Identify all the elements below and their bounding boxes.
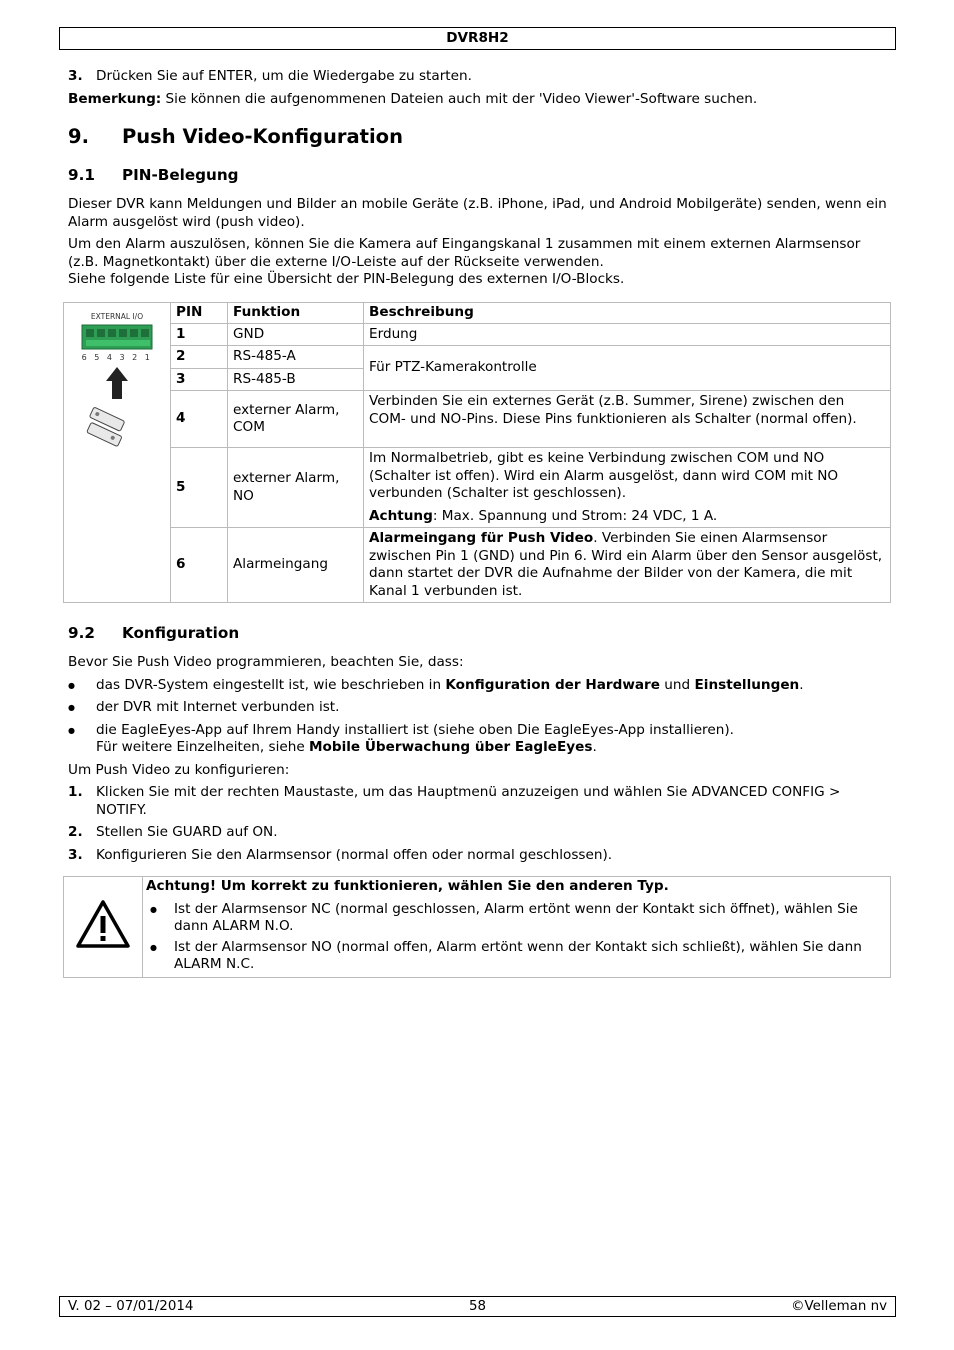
io-pin-numbers: 6 5 4 3 2 1: [81, 353, 153, 362]
list-item: ● die EagleEyes-App auf Ihrem Handy installiert ist (siehe oben Die EagleEyes-App installieren). Für weitere Einzelheiten, siehe Mobile Überwachung über EagleEyes.: [68, 722, 888, 757]
section-9-2-heading: 9.2 Konfiguration: [68, 624, 240, 642]
note: Bemerkung: Sie können die aufgenommenen Dateien auch mit der 'Video Viewer'-Software suchen.: [68, 90, 758, 107]
warning-box: [63, 876, 891, 978]
warning-list: [146, 901, 886, 974]
table-row: 1 GND Erdung: [64, 323, 891, 346]
header-function: Funktion: [228, 303, 364, 324]
page-header: [59, 27, 896, 50]
list-item: ● das DVR-System eingestellt ist, wie beschrieben in Konfiguration der Hardware und Einstellungen.: [68, 677, 888, 695]
table-header-row: [64, 303, 891, 324]
pin-table: [63, 302, 891, 603]
paragraph: Um Push Video zu konfigurieren:: [68, 761, 290, 778]
step-1: 1. Klicken Sie mit der rechten Maustaste, um das Hauptmenü anzuzeigen und wählen Sie ADVANCED CONFIG > NOTIFY.: [68, 784, 841, 818]
section-9-heading: 9. Push Video-Konfiguration: [68, 125, 403, 148]
table-row: 6 Alarmeingang Alarmeingang für Push Video. Verbinden Sie einen Alarmsensor zwischen Pin 1 (GND) und Pin 6. Wird ein Alarm über den Sensor ausgelöst, dann startet der DVR die Aufnahme der Bilder von der Kamera, die mit Kanal 1 verbunden ist.: [64, 528, 891, 603]
io-image-cell: [64, 303, 171, 603]
list-item: ● der DVR mit Internet verbunden ist.: [68, 699, 888, 717]
warning-content: [143, 877, 891, 978]
company: ©Velleman nv: [791, 1299, 887, 1314]
warning-triangle-icon: [75, 899, 131, 949]
page-footer: [59, 1296, 896, 1317]
paragraph: Siehe folgende Liste für eine Übersicht der PIN-Belegung des externen I/O-Blocks.: [68, 271, 625, 287]
page-number: 58: [468, 1299, 487, 1314]
warning-title: Achtung! Um korrekt zu funktionieren, wählen Sie den anderen Typ.: [146, 878, 669, 894]
table-row: 3 RS-485-B: [64, 368, 891, 391]
paragraph: Bevor Sie Push Video programmieren, beachten Sie, dass:: [68, 654, 464, 670]
arrow-up-icon: [106, 367, 128, 399]
step-3: 3. Drücken Sie auf ENTER, um die Wiedergabe zu starten.: [68, 68, 472, 84]
step-3: 3. Konfigurieren Sie den Alarmsensor (normal offen oder normal geschlossen).: [68, 846, 613, 863]
paragraph: Dieser DVR kann Meldungen und Bilder an mobile Geräte (z.B. iPhone, iPad, und Android Mobilgeräte) senden, wenn ein Alarm ausgelöst wird (push video).: [68, 196, 887, 230]
section-9-1-heading: 9.1 PIN-Belegung: [68, 166, 239, 184]
version: V. 02 – 07/01/2014: [68, 1299, 194, 1314]
intro-block: [68, 68, 888, 108]
table-row: 4 externer Alarm, COM Verbinden Sie ein externes Gerät (z.B. Summer, Sirene) zwischen den COM- und NO-Pins. Diese Pins funktionieren als Schalter (normal offen).: [64, 391, 891, 448]
step-2: 2. Stellen Sie GUARD auf ON.: [68, 824, 278, 840]
warning-icon-cell: [64, 877, 143, 978]
section-9-2-text: [68, 654, 888, 864]
table-row: 5 externer Alarm, NO Im Normalbetrieb, gibt es keine Verbindung zwischen COM und NO (Schalter ist offen). Wird ein Alarm ausgelöst, dann wird COM mit NO verbunden (Schalter ist geschlossen). Achtung: Max. Spannung und Strom: 24 VDC, 1 A.: [64, 448, 891, 528]
section-9-1-text: [68, 196, 888, 289]
header-description: Beschreibung: [364, 303, 891, 324]
list-item: ● Ist der Alarmsensor NC (normal geschlossen, Alarm ertönt wenn der Kontakt sich öffnet), wählen Sie dann ALARM N.O.: [146, 901, 886, 936]
table-row: 2 RS-485-A Für PTZ-Kamerakontrolle: [64, 346, 891, 369]
header-pin: PIN: [171, 303, 228, 324]
prerequisite-list: [68, 677, 888, 757]
paragraph: Um den Alarm auszulösen, können Sie die Kamera auf Eingangskanal 1 zusammen mit einem externen Alarmsensor (z.B. Magnetkontakt) über die externe I/O-Leiste auf der Rückseite verwenden.: [68, 236, 861, 270]
io-label: EXTERNAL I/O: [90, 312, 144, 321]
external-io-diagram-icon: [64, 307, 170, 447]
list-item: ● Ist der Alarmsensor NO (normal offen, Alarm ertönt wenn der Kontakt sich schließt), wählen Sie dann ALARM N.C.: [146, 939, 886, 974]
magnetic-sensor-icon: [83, 407, 128, 447]
pin-5-description: Im Normalbetrieb, gibt es keine Verbindung zwischen COM und NO (Schalter ist offen). Wird ein Alarm ausgelöst, dann wird COM mit NO verbunden (Schalter ist geschlossen). Achtung: Max. Spannung und Strom: 24 VDC, 1 A.: [364, 448, 891, 528]
model-name: DVR8H2: [446, 30, 509, 46]
pin-6-description: Alarmeingang für Push Video. Verbinden Sie einen Alarmsensor zwischen Pin 1 (GND) und Pin 6. Wird ein Alarm über den Sensor ausgelöst, dann startet der DVR die Aufnahme der Bilder von der Kamera, die mit Kanal 1 verbunden ist.: [364, 528, 891, 603]
